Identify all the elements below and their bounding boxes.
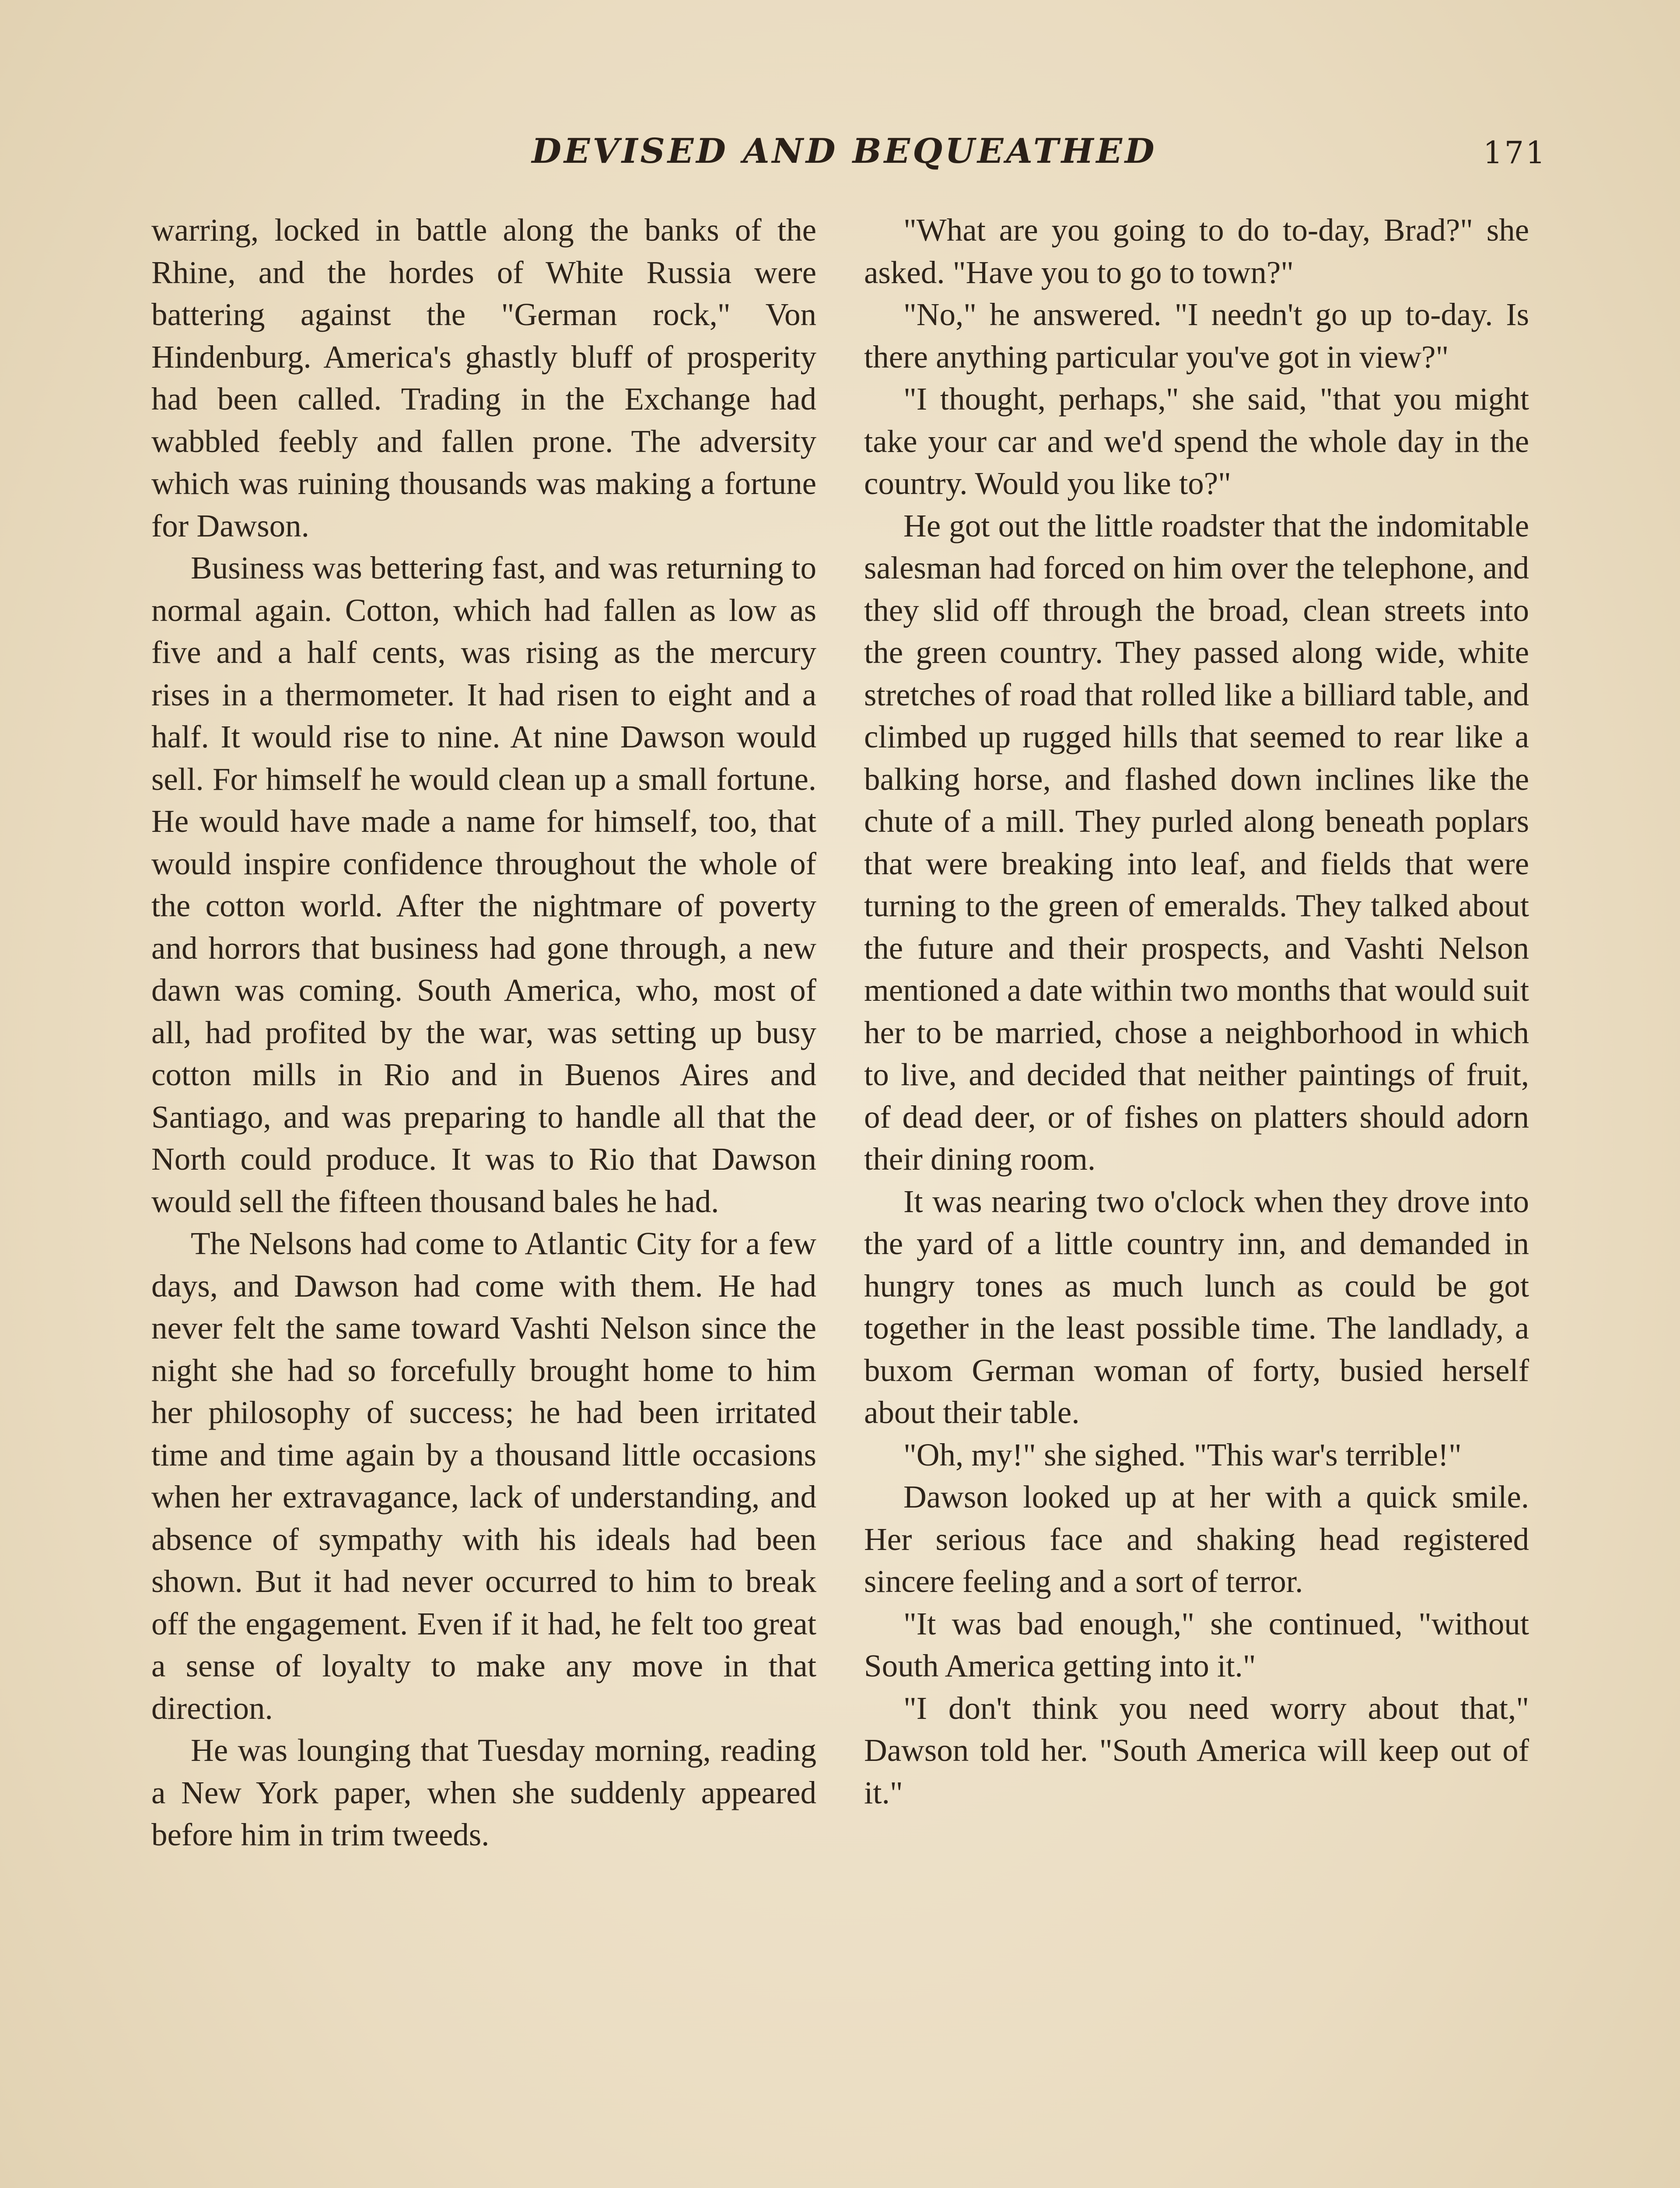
paragraph: Dawson looked up at her with a quick smile. Her serious face and shaking head registered sincere feeling and a sort of terror.: [864, 1479, 1529, 1599]
paragraph: "No," he answered. "I needn't go up to-day. Is there anything particular you've got in view?": [864, 297, 1529, 375]
paragraph: "What are you going to do to-day, Brad?" she asked. "Have you to go to town?": [864, 212, 1529, 290]
left-text-column: [151, 209, 816, 1856]
running-title: DEVISED AND BEQUEATHED: [532, 131, 1157, 171]
paragraph: "I thought, perhaps," she said, "that you might take your car and we'd spend the whole day in the country. Would you like to?": [864, 381, 1529, 501]
paragraph: "It was bad enough," she continued, "without South America getting into it.": [864, 1606, 1529, 1683]
paragraph: The Nelsons had come to Atlantic City for a few days, and Dawson had come with them. He had never felt the same toward Vashti Nelson since the night she had so forcefully brought home to him her philosophy of success; he had been irritated time and time again by a thousand little occasions when her extravagance, lack of understanding, and absence of sympathy with his ideals had been shown. But it had never occurred to him to break off the engagement. Even if it had, he felt too great a sense of loyalty to make any move in that direction.: [151, 1226, 816, 1726]
paragraph: "Oh, my!" she sighed. "This war's terrible!": [903, 1437, 1462, 1473]
paragraph: He got out the little roadster that the indomitable salesman had forced on him over the telephone, and they slid off through the broad, clean streets into the green country. They passed along wide, white stretches of road that rolled like a billiard table, and climbed up rugged hills that seemed to rear like a balking horse, and flashed down inclines like the chute of a mill. They purled along beneath poplars that were breaking into leaf, and fields that were turning to the green of emeralds. They talked about the future and their prospects, and Vashti Nelson mentioned a date within two months that would suit her to be married, chose a neighborhood in which to live, and decided that neither paintings of fruit, of dead deer, or of fishes on platters should adorn their dining room.: [864, 508, 1529, 1177]
paragraph: warring, locked in battle along the banks of the Rhine, and the hordes of White Russia were battering against the "German rock," Von Hindenburg. America's ghastly bluff of prosperity had been called. Trading in the Exchange had wabbled feebly and fallen prone. The adversity which was ruining thousands was making a fortune for Dawson.: [151, 212, 816, 543]
paragraph: Business was bettering fast, and was returning to normal again. Cotton, which had fallen as low as five and a half cents, was rising as the mercury rises in a thermometer. It had risen to eight and a half. It would rise to nine. At nine Dawson would sell. For himself he would clean up a small fortune. He would have made a name for himself, too, that would inspire confidence throughout the whole of the cotton world. After the nightmare of poverty and horrors that business had gone through, a new dawn was coming. South America, who, most of all, had profited by the war, was setting up busy cotton mills in Rio and in Buenos Aires and Santiago, and was preparing to handle all that the North could produce. It was to Rio that Dawson would sell the fifteen thousand bales he had.: [151, 550, 816, 1219]
right-text-column: [864, 209, 1529, 1814]
page-number: 171: [1483, 135, 1547, 171]
paragraph: "I don't think you need worry about that," Dawson told her. "South America will keep out of it.": [864, 1690, 1529, 1810]
paragraph: He was lounging that Tuesday morning, reading a New York paper, when she suddenly appeared before him in trim tweeds.: [151, 1732, 816, 1852]
paragraph: It was nearing two o'clock when they drove into the yard of a little country inn, and demanded in hungry tones as much lunch as could be got together in the least possible time. The landlady, a buxom German woman of forty, busied herself about their table.: [864, 1183, 1529, 1430]
